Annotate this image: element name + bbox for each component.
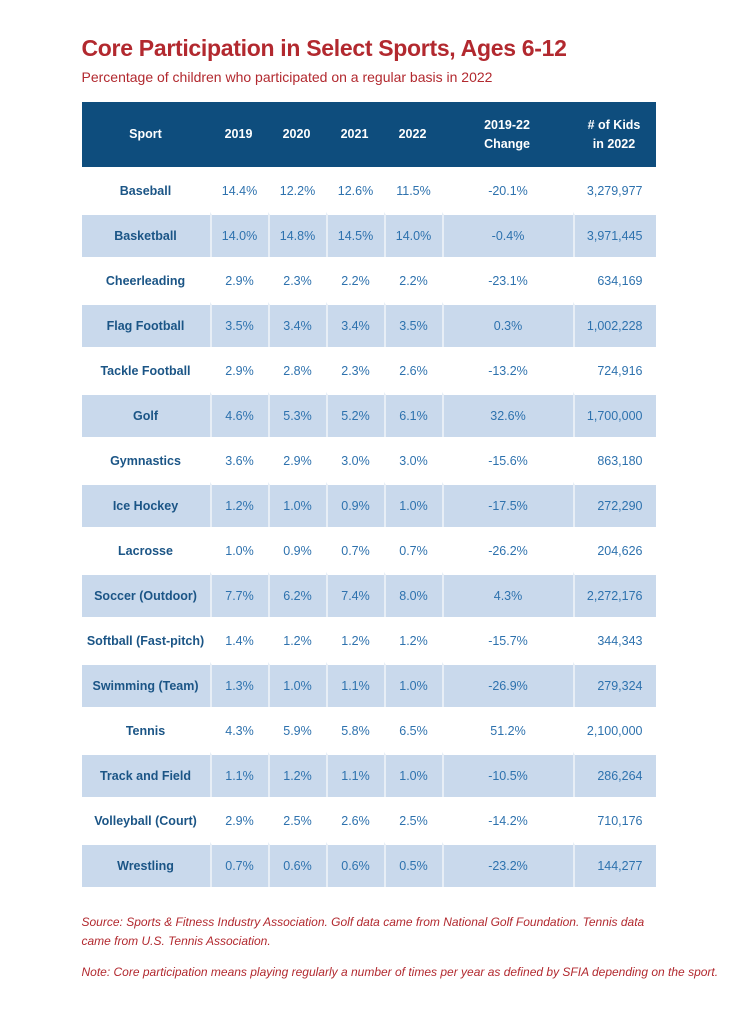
table-row bbox=[82, 302, 656, 347]
change-cell: -26.9% bbox=[442, 662, 573, 707]
table-row bbox=[82, 257, 656, 302]
year-2019-cell: 3.6% bbox=[210, 437, 268, 482]
change-cell: -17.5% bbox=[442, 482, 573, 527]
year-2020-cell: 1.0% bbox=[268, 482, 326, 527]
change-cell: -0.4% bbox=[442, 212, 573, 257]
year-2022-cell: 6.1% bbox=[384, 392, 442, 437]
col-header-kids-line2: in 2022 bbox=[592, 136, 636, 151]
year-2020-cell: 1.0% bbox=[268, 662, 326, 707]
year-2019-cell: 0.7% bbox=[210, 842, 268, 887]
year-2019-cell: 1.3% bbox=[210, 662, 268, 707]
year-2022-cell: 2.5% bbox=[384, 797, 442, 842]
year-2020-cell: 1.2% bbox=[268, 617, 326, 662]
year-2022-cell: 1.2% bbox=[384, 617, 442, 662]
year-2021-cell: 2.6% bbox=[326, 797, 384, 842]
year-2022-cell: 8.0% bbox=[384, 572, 442, 617]
table-row bbox=[82, 347, 656, 392]
sport-name-cell: Track and Field bbox=[82, 752, 210, 797]
footnote: Note: Core participation means playing regularly a number of times per year as defined by SFIA depending on the sport. bbox=[81, 965, 719, 980]
year-2021-cell: 14.5% bbox=[326, 212, 384, 257]
kids-count-cell: 344,343 bbox=[573, 617, 656, 662]
sport-name-cell: Basketball bbox=[82, 212, 210, 257]
year-2022-cell: 2.6% bbox=[384, 347, 442, 392]
year-2021-cell: 1.1% bbox=[326, 662, 384, 707]
sport-name-cell: Tackle Football bbox=[82, 347, 210, 392]
sport-name-cell: Lacrosse bbox=[82, 527, 210, 572]
year-2020-cell: 1.2% bbox=[268, 752, 326, 797]
change-cell: 32.6% bbox=[442, 392, 573, 437]
year-2022-cell: 3.5% bbox=[384, 302, 442, 347]
table-header-row bbox=[82, 102, 656, 167]
year-2021-cell: 12.6% bbox=[326, 167, 384, 212]
year-2019-cell: 2.9% bbox=[210, 257, 268, 302]
year-2019-cell: 14.0% bbox=[210, 212, 268, 257]
table-row bbox=[82, 617, 656, 662]
year-2022-cell: 1.0% bbox=[384, 662, 442, 707]
year-2021-cell: 3.0% bbox=[326, 437, 384, 482]
table-row bbox=[82, 392, 656, 437]
year-2019-cell: 3.5% bbox=[210, 302, 268, 347]
kids-count-cell: 204,626 bbox=[573, 527, 656, 572]
year-2019-cell: 1.0% bbox=[210, 527, 268, 572]
sport-name-cell: Swimming (Team) bbox=[82, 662, 210, 707]
col-header-2022: 2022 bbox=[384, 102, 442, 167]
kids-count-cell: 279,324 bbox=[573, 662, 656, 707]
year-2019-cell: 4.3% bbox=[210, 707, 268, 752]
table-row bbox=[82, 212, 656, 257]
year-2019-cell: 1.4% bbox=[210, 617, 268, 662]
year-2022-cell: 1.0% bbox=[384, 752, 442, 797]
year-2020-cell: 12.2% bbox=[268, 167, 326, 212]
change-cell: -23.1% bbox=[442, 257, 573, 302]
sport-name-cell: Golf bbox=[82, 392, 210, 437]
year-2021-cell: 2.3% bbox=[326, 347, 384, 392]
col-header-change bbox=[442, 102, 573, 167]
year-2019-cell: 4.6% bbox=[210, 392, 268, 437]
change-cell: 4.3% bbox=[442, 572, 573, 617]
kids-count-cell: 2,100,000 bbox=[573, 707, 656, 752]
sport-name-cell: Gymnastics bbox=[82, 437, 210, 482]
sport-name-cell: Tennis bbox=[82, 707, 210, 752]
kids-count-cell: 144,277 bbox=[573, 842, 656, 887]
kids-count-cell: 2,272,176 bbox=[573, 572, 656, 617]
year-2020-cell: 2.8% bbox=[268, 347, 326, 392]
year-2021-cell: 5.8% bbox=[326, 707, 384, 752]
change-cell: -10.5% bbox=[442, 752, 573, 797]
year-2021-cell: 1.2% bbox=[326, 617, 384, 662]
year-2022-cell: 14.0% bbox=[384, 212, 442, 257]
sport-name-cell: Flag Football bbox=[82, 302, 210, 347]
kids-count-cell: 710,176 bbox=[573, 797, 656, 842]
year-2022-cell: 0.5% bbox=[384, 842, 442, 887]
table-row bbox=[82, 752, 656, 797]
change-cell: -26.2% bbox=[442, 527, 573, 572]
change-cell: -15.6% bbox=[442, 437, 573, 482]
year-2019-cell: 2.9% bbox=[210, 797, 268, 842]
table-row bbox=[82, 572, 656, 617]
year-2020-cell: 3.4% bbox=[268, 302, 326, 347]
year-2022-cell: 2.2% bbox=[384, 257, 442, 302]
year-2021-cell: 0.7% bbox=[326, 527, 384, 572]
year-2020-cell: 2.3% bbox=[268, 257, 326, 302]
year-2021-cell: 7.4% bbox=[326, 572, 384, 617]
page-subtitle: Percentage of children who participated on a regular basis in 2022 bbox=[81, 69, 493, 85]
kids-count-cell: 1,700,000 bbox=[573, 392, 656, 437]
kids-count-cell: 724,916 bbox=[573, 347, 656, 392]
table-row bbox=[82, 842, 656, 887]
year-2021-cell: 3.4% bbox=[326, 302, 384, 347]
kids-count-cell: 634,169 bbox=[573, 257, 656, 302]
year-2019-cell: 7.7% bbox=[210, 572, 268, 617]
kids-count-cell: 863,180 bbox=[573, 437, 656, 482]
change-cell: -20.1% bbox=[442, 167, 573, 212]
year-2019-cell: 2.9% bbox=[210, 347, 268, 392]
page-title: Core Participation in Select Sports, Ages 6-12 bbox=[81, 35, 567, 61]
year-2019-cell: 1.2% bbox=[210, 482, 268, 527]
year-2021-cell: 5.2% bbox=[326, 392, 384, 437]
year-2022-cell: 3.0% bbox=[384, 437, 442, 482]
year-2022-cell: 0.7% bbox=[384, 527, 442, 572]
year-2020-cell: 6.2% bbox=[268, 572, 326, 617]
table-row bbox=[82, 797, 656, 842]
table-body bbox=[82, 167, 656, 887]
table-row bbox=[82, 527, 656, 572]
kids-count-cell: 3,971,445 bbox=[573, 212, 656, 257]
change-cell: -13.2% bbox=[442, 347, 573, 392]
sport-name-cell: Softball (Fast-pitch) bbox=[82, 617, 210, 662]
table-row bbox=[82, 707, 656, 752]
col-header-kids bbox=[573, 102, 656, 167]
year-2020-cell: 0.6% bbox=[268, 842, 326, 887]
sport-name-cell: Baseball bbox=[82, 167, 210, 212]
year-2020-cell: 5.9% bbox=[268, 707, 326, 752]
change-cell: 51.2% bbox=[442, 707, 573, 752]
table-row bbox=[82, 167, 656, 212]
kids-count-cell: 272,290 bbox=[573, 482, 656, 527]
footer bbox=[81, 913, 719, 982]
sport-name-cell: Cheerleading bbox=[82, 257, 210, 302]
change-cell: -15.7% bbox=[442, 617, 573, 662]
year-2020-cell: 2.9% bbox=[268, 437, 326, 482]
change-cell: -23.2% bbox=[442, 842, 573, 887]
participation-table bbox=[82, 102, 656, 887]
year-2022-cell: 6.5% bbox=[384, 707, 442, 752]
year-2022-cell: 11.5% bbox=[384, 167, 442, 212]
kids-count-cell: 3,279,977 bbox=[573, 167, 656, 212]
year-2020-cell: 14.8% bbox=[268, 212, 326, 257]
year-2020-cell: 5.3% bbox=[268, 392, 326, 437]
sport-name-cell: Ice Hockey bbox=[82, 482, 210, 527]
change-cell: -14.2% bbox=[442, 797, 573, 842]
col-header-sport: Sport bbox=[82, 102, 210, 167]
year-2021-cell: 0.6% bbox=[326, 842, 384, 887]
year-2020-cell: 2.5% bbox=[268, 797, 326, 842]
year-2021-cell: 2.2% bbox=[326, 257, 384, 302]
col-header-2021: 2021 bbox=[326, 102, 384, 167]
infographic-page bbox=[81, 0, 719, 982]
table-row bbox=[82, 482, 656, 527]
col-header-change-line1: 2019-22 bbox=[484, 118, 530, 133]
year-2022-cell: 1.0% bbox=[384, 482, 442, 527]
year-2019-cell: 1.1% bbox=[210, 752, 268, 797]
source-note: Source: Sports & Fitness Industry Association. Golf data came from National Golf Foundation. Tennis data came from U.S. Tennis Association. bbox=[81, 915, 645, 948]
kids-count-cell: 286,264 bbox=[573, 752, 656, 797]
sport-name-cell: Soccer (Outdoor) bbox=[82, 572, 210, 617]
table-row bbox=[82, 662, 656, 707]
year-2021-cell: 0.9% bbox=[326, 482, 384, 527]
year-2019-cell: 14.4% bbox=[210, 167, 268, 212]
sport-name-cell: Volleyball (Court) bbox=[82, 797, 210, 842]
kids-count-cell: 1,002,228 bbox=[573, 302, 656, 347]
col-header-change-line2: Change bbox=[484, 136, 530, 151]
col-header-2019: 2019 bbox=[210, 102, 268, 167]
change-cell: 0.3% bbox=[442, 302, 573, 347]
year-2021-cell: 1.1% bbox=[326, 752, 384, 797]
col-header-kids-line1: # of Kids bbox=[587, 118, 641, 133]
year-2020-cell: 0.9% bbox=[268, 527, 326, 572]
sport-name-cell: Wrestling bbox=[82, 842, 210, 887]
col-header-2020: 2020 bbox=[268, 102, 326, 167]
table-row bbox=[82, 437, 656, 482]
